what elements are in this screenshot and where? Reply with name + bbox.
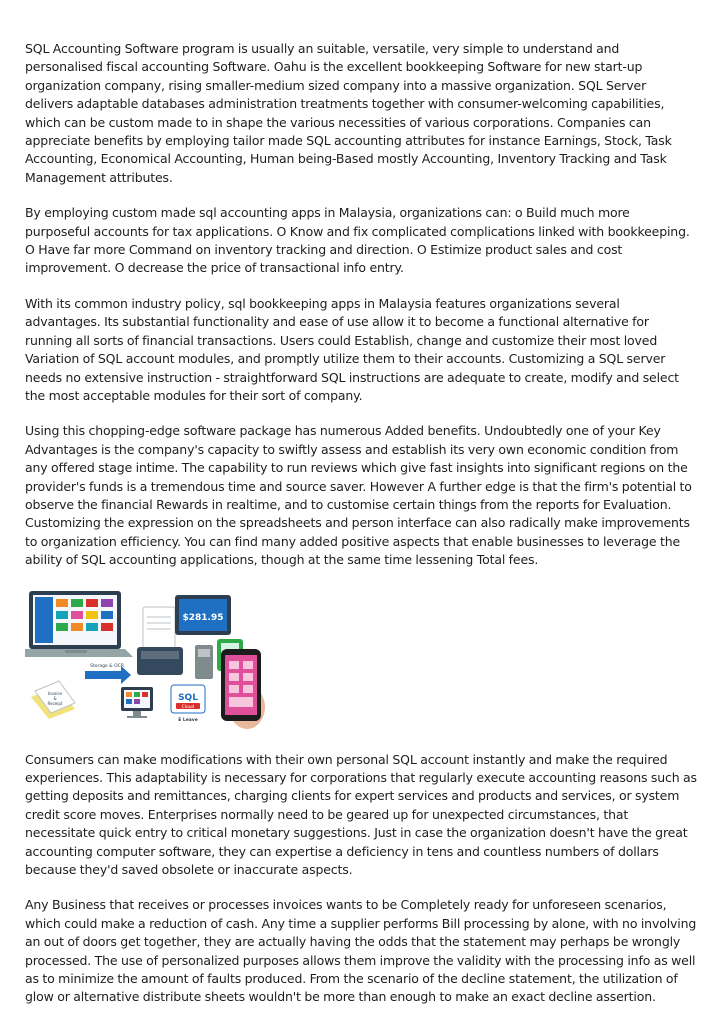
documents-icon — [31, 681, 75, 719]
illustration-svg — [25, 587, 265, 729]
doc-label-2: & — [53, 695, 57, 701]
storage-ocr-label: Storage & OCR — [90, 663, 124, 669]
storage-ocr-arrow — [85, 663, 131, 684]
doc-label-3: Receipt — [47, 700, 63, 706]
mobile-app-icon — [221, 649, 265, 729]
article — [25, 40, 697, 1024]
paragraph-5: Consumers can make modifications with their own personal SQL account instantly and make the required experiences. This adaptability is necessary for corporations that regularly execute accounting reasons such as getting deposits and remittances, charging clients for expert services and products and services, or system credit score moves. Enterprises normally need to be geared up for unexpected circumstances, that necessitate quick entry to critical monetary suggestions. Just in case the organization doesn't have the great accounting computer software, they can expertise a deficiency in tens and countless numbers of dollars because they'd saved obsolete or inaccurate aspects. — [25, 751, 697, 877]
paragraph-3: With its common industry policy, sql bookkeeping apps in Malaysia features organizations several advantages. Its substantial functionality and ease of use allow it to become a functional alternative for running all sorts of financial transactions. Users could Establish, change and customize their most loved Variation of SQL account modules, and promptly utilize them to their accounts. Customizing a SQL server needs no extensive instruction - straightforward SQL instructions are adequate to create, modify and select the most acceptable modules for their sort of company. — [25, 295, 679, 403]
sql-accounting-illustration — [25, 587, 265, 729]
paragraph-6: Any Business that receives or processes invoices wants to be Completely ready for unforeseen scenarios, which could make a reduction of cash. Any time a supplier performs Bill processing by alone, with no involving an out of doors get together, they are actually having the odds that the statement may perhaps be wrongly processed. The use of personalized purposes allows them improve the validity with the processing info as well as to minimize the amount of faults produced. From the scenario of the decline statement, the utilization of glow or alternative distribute sheets wouldn't be more than enough to make an exact decline assertion. — [25, 897, 697, 1005]
paragraph-2: By employing custom made sql accounting apps in Malaysia, organizations can: o Build much more purposeful accounts for tax applications. O Know and fix complicated complications linked with bookkeeping. O Have far more Command on inventory tracking and direction. O Estimize product sales and cost improvement. O decrease the price of transactional info entry. — [25, 205, 690, 276]
paragraph-1: SQL Accounting Software program is usually an suitable, versatile, very simple to understand and personalised fiscal accounting Software. Oahu is the excellent bookkeeping Software for new start-up organization company, rising smaller-medium sized company into a massive organization. SQL Server delivers adaptable databases administration treatments together with consumer-welcoming capabilities, which can be custom made to in shape the various necessities of various corporations. Companies can appreciate benefits by employing tailor made SQL accounting attributes for instance Earnings, Stock, Task Accounting, Economical Accounting, Human being-Based mostly Accounting, Inventory Tracking and Task Management attributes. — [25, 41, 672, 185]
monitor-icon — [121, 687, 153, 718]
eleave-label: E Leave — [178, 717, 198, 723]
laptop-icon — [25, 591, 133, 657]
paragraph-4: Using this chopping-edge software package has numerous Added benefits. Undoubtedly one of your Key Advantages is the company's capacity to swiftly assess and establish its very own economic condition from any offered stage intime. The capability to run reviews which give fast insights into significant regions on the provider's funds is a tremendous time and source saver. However A further edge is that the firm's potential to observe the financial Rewards in realtime, and to customise certain things from the reports for Evaluation. Customizing the expression on the spreadsheets and person interface can also radically make improvements to organization efficiency. You can find many added positive aspects that enable businesses to leverage the ability of SQL accounting applications, though at the same time lessening Total fees. — [25, 423, 692, 568]
receipt-amount: $281.95 — [182, 612, 224, 623]
doc-label-1: Invoice — [47, 690, 63, 696]
sql-logo-text: SQL — [178, 692, 198, 703]
sql-logo-sub: Cloud — [181, 704, 195, 710]
sql-logo — [171, 685, 205, 723]
